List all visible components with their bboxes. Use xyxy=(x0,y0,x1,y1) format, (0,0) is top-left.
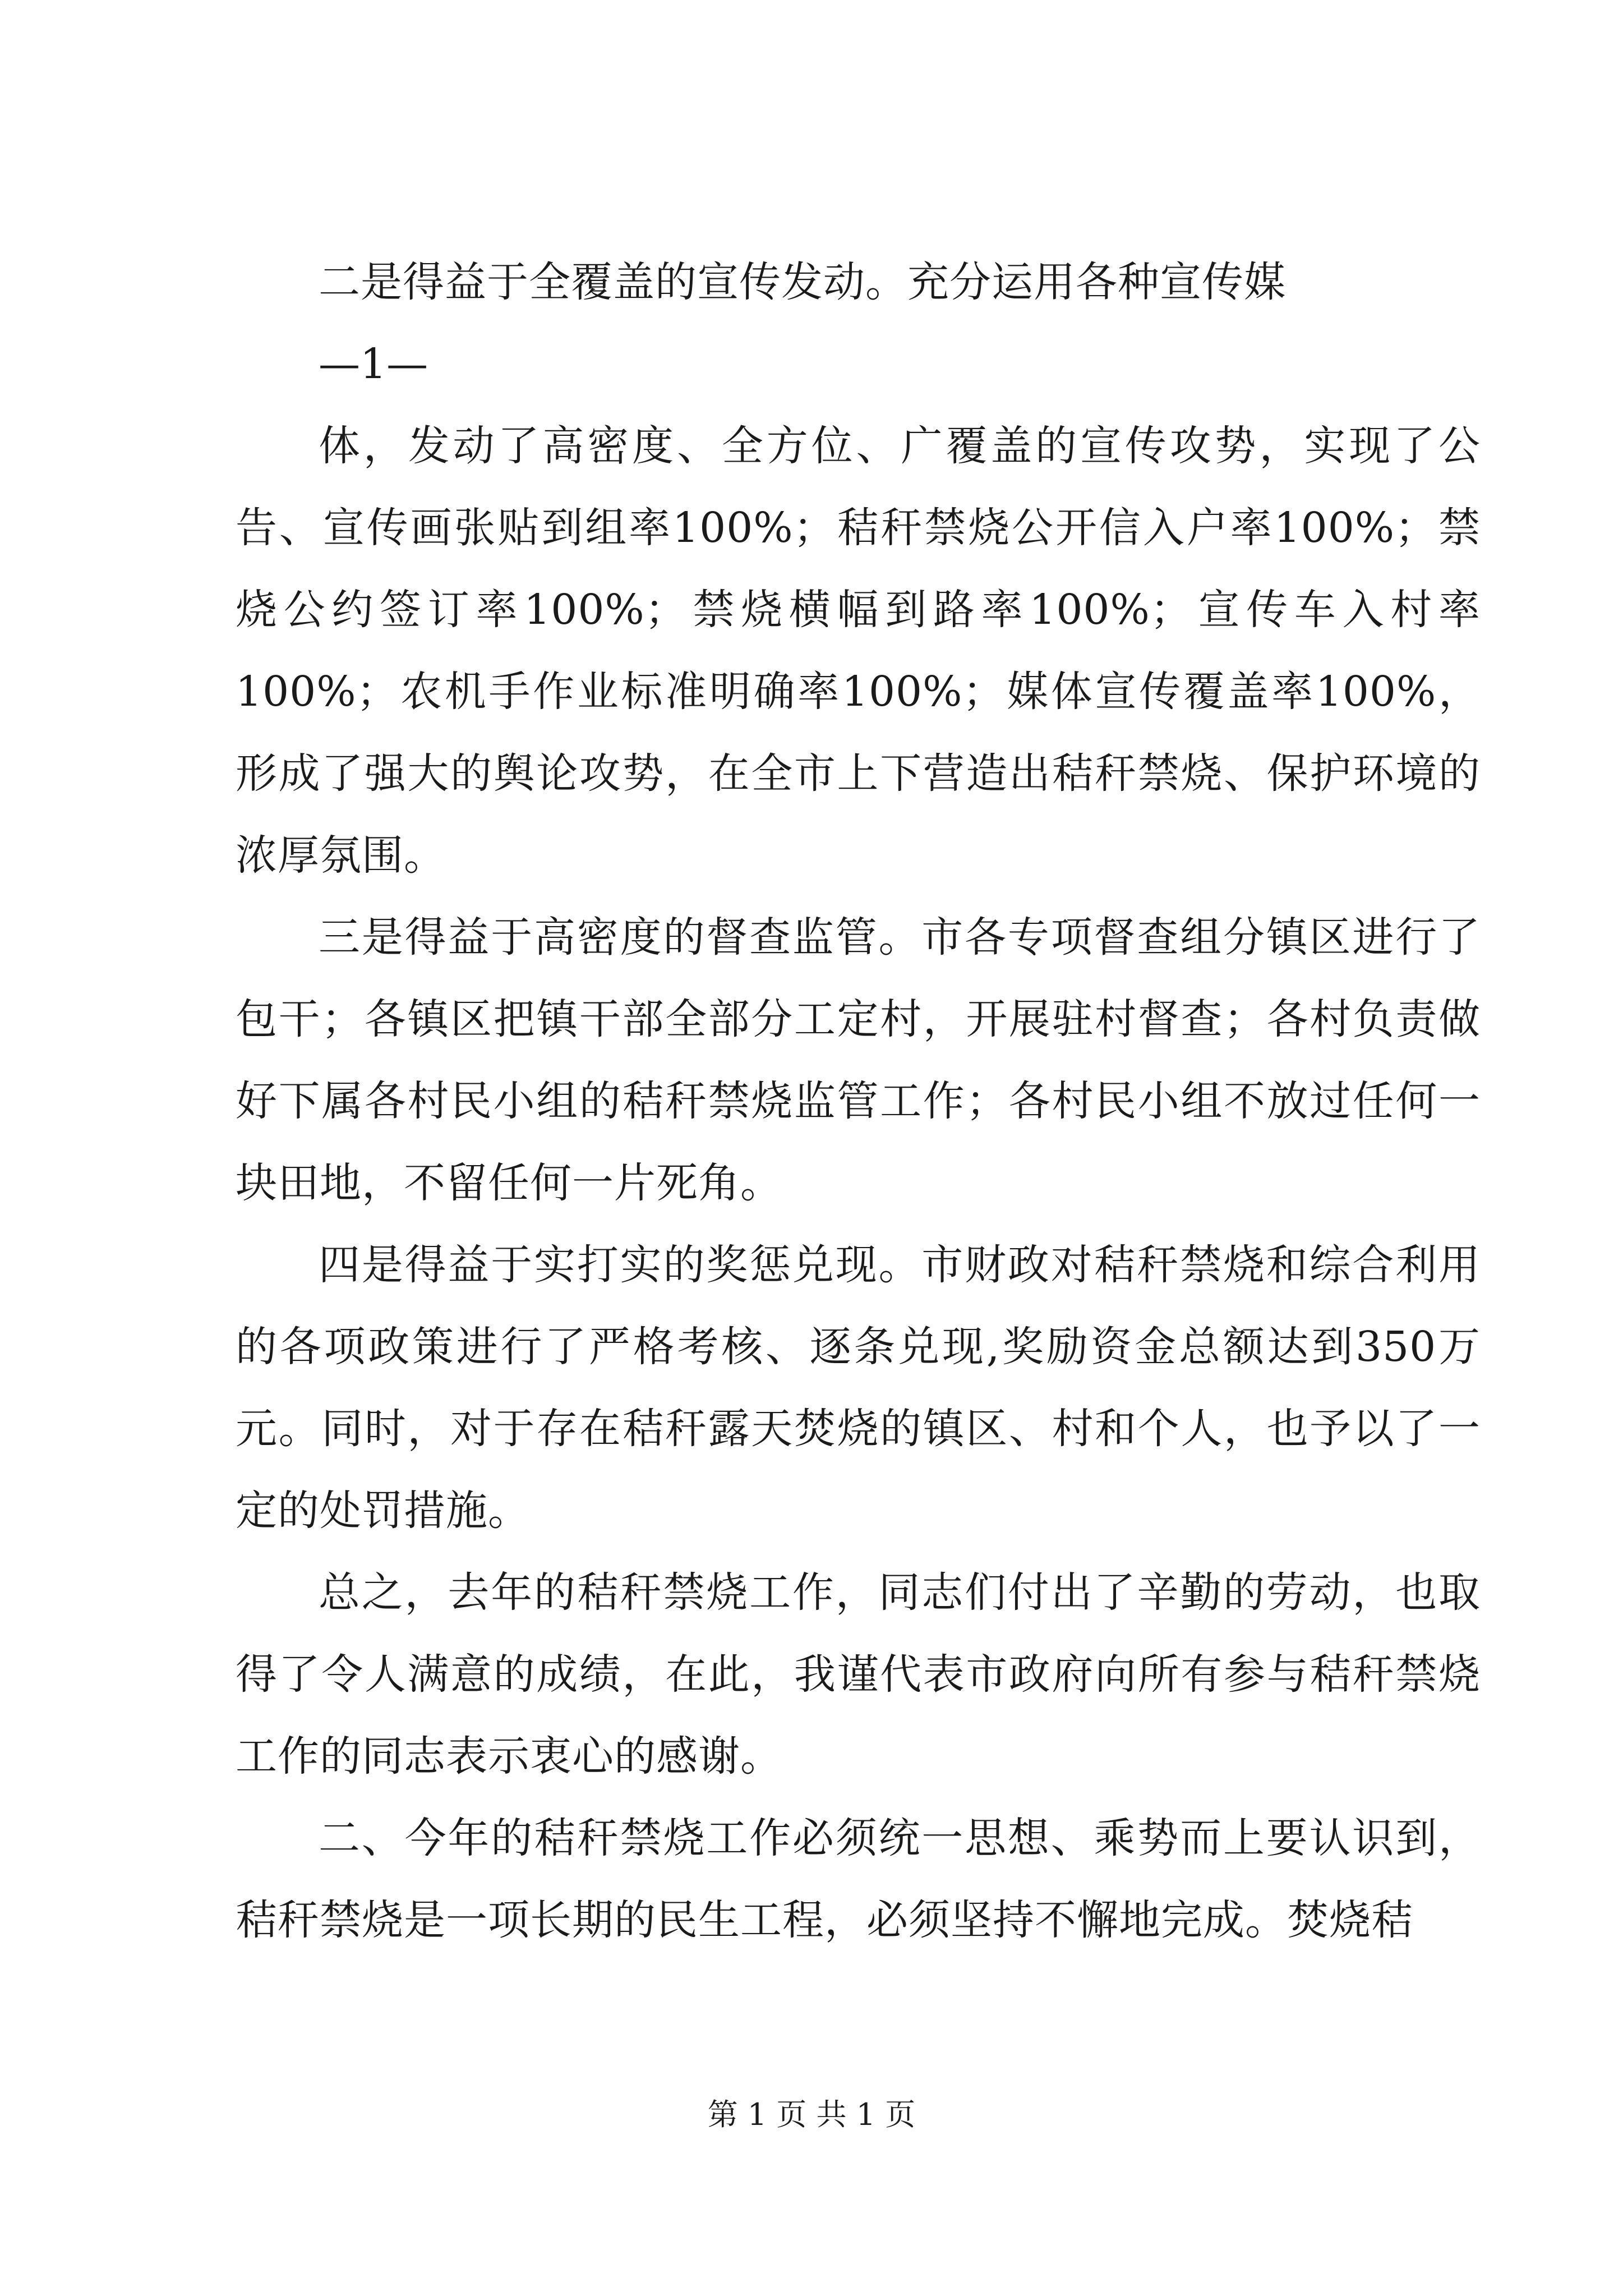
paragraph-5: 总之，去年的秸秆禁烧工作，同志们付出了辛勤的劳动，也取得了令人满意的成绩，在此，我谨代表市政府向所有参与秸秆禁烧工作的同志表示衷心的感谢。 xyxy=(236,1568,1481,1780)
page-footer: 第 1 页 共 1 页 xyxy=(707,2097,916,2132)
paragraph-4: 四是得益于实打实的奖惩兑现。市财政对秸秆禁烧和综合利用的各项政策进行了严格考核、逐条兑现,奖励资金总额达到350万元。同时，对于存在秸秆露天焚烧的镇区、村和个人，也予以了一定的处罚措施。 xyxy=(236,1241,1481,1535)
paragraph-1: 二是得益于全覆盖的宣传发动。充分运用各种宣传媒 xyxy=(319,258,1286,306)
paragraph-2: 体，发动了高密度、全方位、广覆盖的宣传攻势，实现了公告、宣传画张贴到组率100%；秸秆禁烧公开信入户率100%；禁烧公约签订率100%；禁烧横幅到路率100%；宣传车入村率100%；农机手作业标准明确率100%；媒体宣传覆盖率100%，形成了强大的舆论攻势，在全市上下营造出秸秆禁烧、保护环境的浓厚氛围。 xyxy=(236,422,1481,880)
document-body xyxy=(236,241,1481,1961)
inline-page-mark: —1— xyxy=(319,340,428,388)
paragraph-3: 三是得益于高密度的督查监管。市各专项督查组分镇区进行了包干；各镇区把镇干部全部分工定村，开展驻村督查；各村负责做好下属各村民小组的秸秆禁烧监管工作；各村民小组不放过任何一块田地，不留任何一片死角。 xyxy=(236,913,1481,1207)
paragraph-6: 二、今年的秸秆禁烧工作必须统一思想、乘势而上要认识到，秸秆禁烧是一项长期的民生工程，必须坚持不懈地完成。焚烧秸 xyxy=(236,1814,1481,1944)
